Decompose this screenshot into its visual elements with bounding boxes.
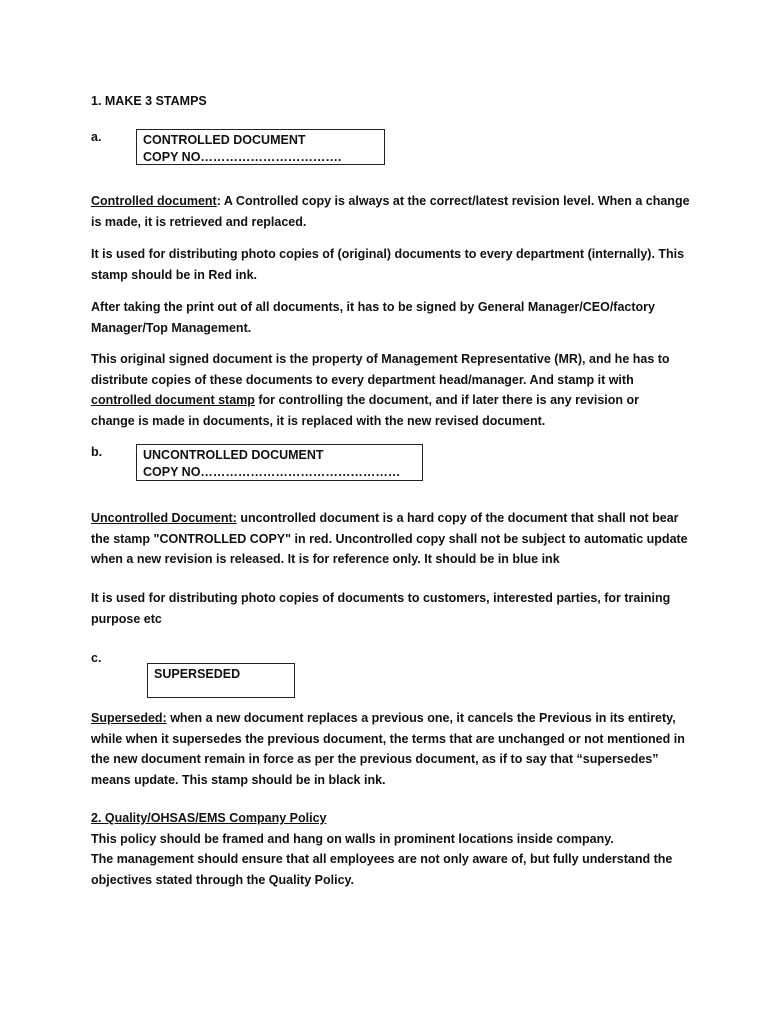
stamp-b-line1: UNCONTROLLED DOCUMENT <box>143 448 324 462</box>
stamp-a-marker: a. <box>91 130 102 144</box>
uncontrolled-paragraph-2: It is used for distributing photo copies of documents to customers, interested parties, for training purpose etc <box>91 591 671 626</box>
superseded-definition-text: when a new document replaces a previous one, it cancels the Previous in its entirety, while when it supersedes the previous document, the terms that are unchanged or not mentioned in the new document remain in force as per the previous document, as if to say that “supersedes” means update. This stamp should be in black ink. <box>91 711 685 787</box>
controlled-definition <box>91 191 691 232</box>
controlled-paragraph-2: It is used for distributing photo copies of (original) documents to every department (internally). This stamp should be in Red ink. <box>91 247 685 282</box>
stamp-a-line1: CONTROLLED DOCUMENT <box>143 133 306 147</box>
uncontrolled-document-stamp <box>136 444 423 481</box>
policy-line-2: The management should ensure that all employees are not only aware of, but fully understand the objectives stated through the Quality Policy. <box>91 852 673 887</box>
stamp-a-line2: COPY NO……………………………. <box>143 150 342 164</box>
stamp-b-marker: b. <box>91 445 103 459</box>
controlled-paragraph-3: After taking the print out of all documents, it has to be signed by General Manager/CEO/factory Manager/Top Management. <box>91 300 655 335</box>
p4-text-2: for controlling the document, and if later there is any revision or change is made in documents, it is replaced with the new revised document. <box>91 393 639 428</box>
p4-text-1: This original signed document is the property of Management Representative (MR), and he has to distribute copies of these documents to every department head/manager. And stamp it with <box>91 352 670 387</box>
stamp-c-line1: SUPERSEDED <box>154 667 241 681</box>
controlled-paragraph-4 <box>91 349 686 431</box>
controlled-stamp-term: controlled document stamp <box>91 393 255 407</box>
policy-section <box>91 808 691 890</box>
stamp-c-marker: c. <box>91 651 102 665</box>
uncontrolled-term: Uncontrolled Document: <box>91 511 237 525</box>
section-heading-stamps: 1. MAKE 3 STAMPS <box>91 94 207 108</box>
policy-heading: 2. Quality/OHSAS/EMS Company Policy <box>91 811 327 825</box>
controlled-definition-text: : A Controlled copy is always at the correct/latest revision level. When a change is made, it is retrieved and replaced. <box>91 194 690 229</box>
controlled-term: Controlled document <box>91 194 217 208</box>
stamp-b-line2: COPY NO………………………………………… <box>143 465 401 479</box>
uncontrolled-definition-text: uncontrolled document is a hard copy of the document that shall not bear the stamp "CONTROLLED COPY" in red. Uncontrolled copy shall not be subject to automatic update when a new revision is released. It is for reference only. It should be in blue ink <box>91 511 688 566</box>
controlled-document-stamp <box>136 129 385 165</box>
policy-line-1: This policy should be framed and hang on walls in prominent locations inside company. <box>91 831 614 846</box>
superseded-term: Superseded: <box>91 711 167 725</box>
superseded-definition <box>91 708 691 790</box>
superseded-stamp <box>147 663 295 698</box>
uncontrolled-definition <box>91 508 691 570</box>
